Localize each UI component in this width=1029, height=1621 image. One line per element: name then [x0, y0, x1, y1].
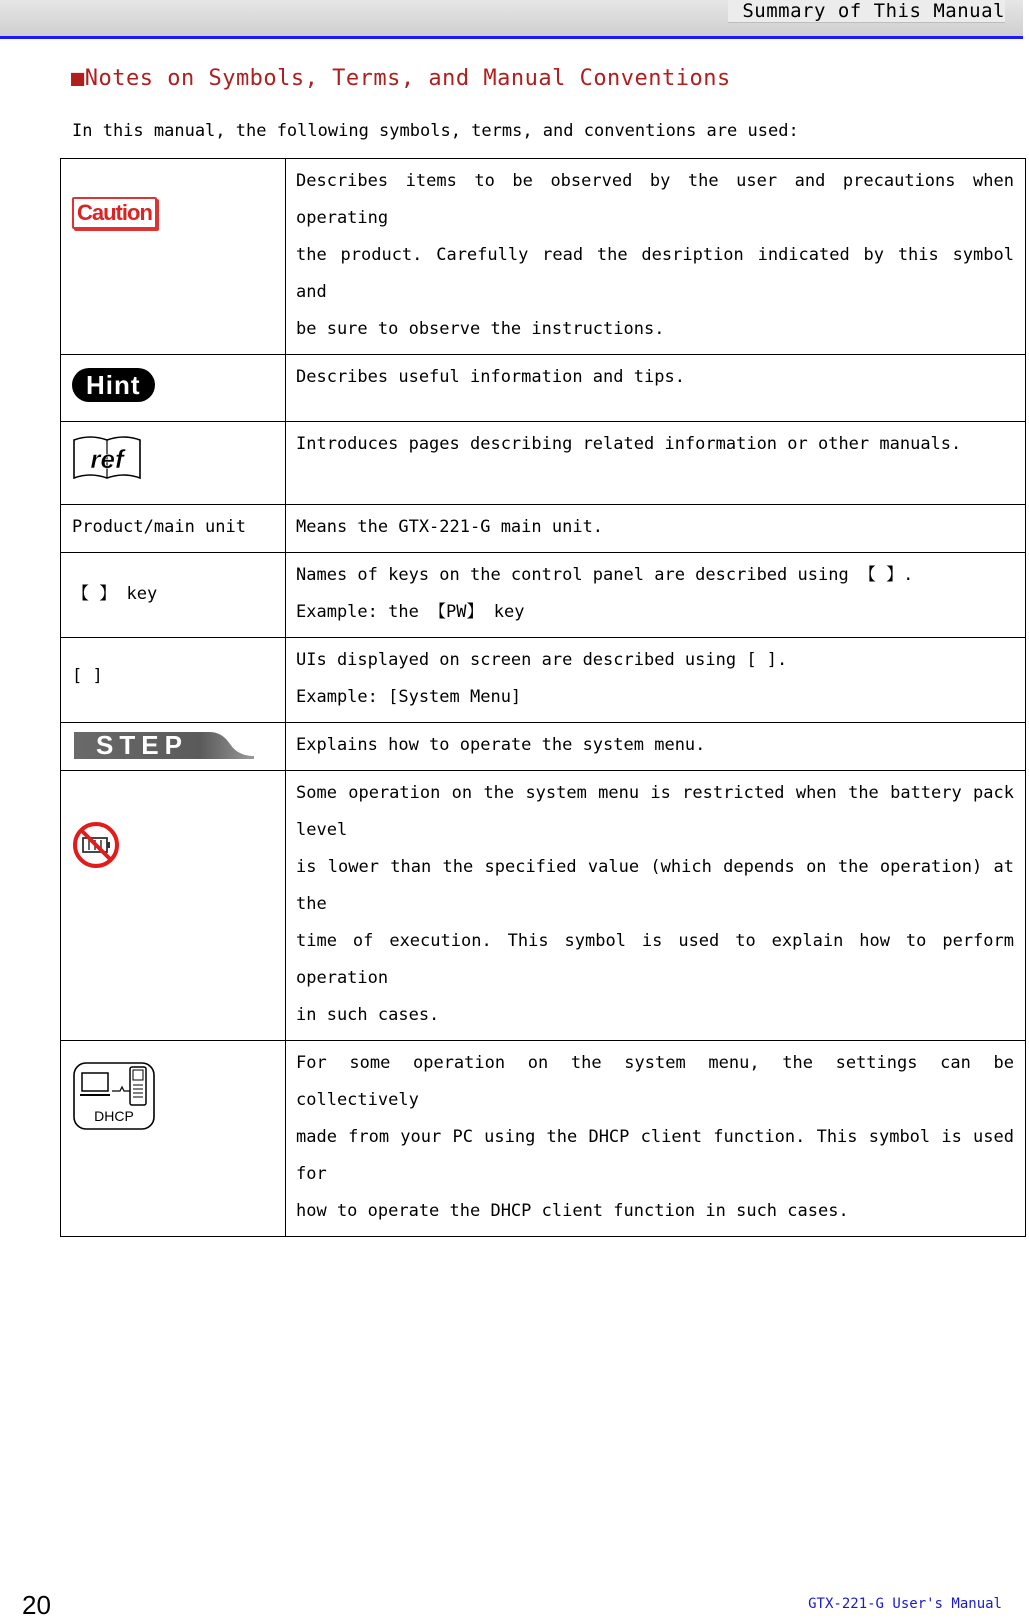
- symbol-cell: [61, 723, 286, 771]
- table-row: [61, 771, 1026, 1041]
- description-cell: [286, 1041, 1026, 1237]
- dhcp-icon: [72, 1061, 156, 1131]
- description-line: For some operation on the system menu, the settings can be collectively: [296, 1053, 1014, 1110]
- symbol-cell: [61, 355, 286, 422]
- table-row: [61, 553, 1026, 638]
- symbol-cell: [61, 159, 286, 355]
- description-line: time of execution. This symbol is used to explain how to perform operation: [296, 931, 1014, 988]
- symbol-cell: [61, 422, 286, 505]
- symbol-term: Product/main unit: [72, 517, 246, 537]
- description-cell: [286, 355, 1026, 422]
- description-cell: [286, 159, 1026, 355]
- description-cell: [286, 422, 1026, 505]
- description-line: in such cases.: [296, 1005, 440, 1025]
- description-line: Names of keys on the control panel are described using 【 】.: [296, 565, 914, 585]
- symbol-cell: [61, 638, 286, 723]
- description-line: Explains how to operate the system menu.: [296, 735, 706, 755]
- step-icon: [72, 728, 256, 762]
- table-row: [61, 1041, 1026, 1237]
- description-line: is lower than the specified value (which depends on the operation) at the: [296, 857, 1014, 914]
- caution-icon: Caution: [72, 197, 157, 229]
- description-line: Means the GTX-221-G main unit.: [296, 517, 604, 537]
- description-line: how to operate the DHCP client function in such cases.: [296, 1201, 849, 1221]
- symbol-cell: [61, 1041, 286, 1237]
- description-line: Example: the 【PW】 key: [296, 602, 525, 622]
- description-cell: [286, 553, 1026, 638]
- description-line: Example: [System Menu]: [296, 687, 522, 707]
- ref-book-icon: [72, 432, 142, 482]
- description-line: Describes useful information and tips.: [296, 367, 685, 387]
- table-row: [61, 422, 1026, 505]
- footer-manual-name: GTX-221-G User's Manual: [808, 1596, 1002, 1612]
- step-label: STEP: [96, 730, 188, 760]
- table-row: [61, 638, 1026, 723]
- description-line: Describes items to be observed by the user and precautions when operating: [296, 171, 1014, 228]
- description-line: Some operation on the system menu is restricted when the battery pack level: [296, 783, 1014, 840]
- ref-label: ref: [90, 444, 124, 474]
- intro-text: In this manual, the following symbols, terms, and conventions are used:: [72, 121, 799, 141]
- description-cell: [286, 505, 1026, 553]
- symbol-cell: [61, 505, 286, 553]
- running-header-title: Summary of This Manual: [728, 0, 1005, 23]
- description-cell: [286, 638, 1026, 723]
- table-row: [61, 723, 1026, 771]
- page-number: 20: [22, 1590, 51, 1620]
- table-row: [61, 505, 1026, 553]
- description-line: Introduces pages describing related information or other manuals.: [296, 434, 962, 454]
- description-line: made from your PC using the DHCP client function. This symbol is used for: [296, 1127, 1014, 1184]
- conventions-table: [60, 158, 1026, 1237]
- description-line: be sure to observe the instructions.: [296, 319, 665, 339]
- dhcp-label: DHCP: [94, 1108, 134, 1124]
- no-battery-icon: [72, 821, 120, 869]
- symbol-term: 【 】 key: [72, 583, 158, 604]
- table-row: [61, 159, 1026, 355]
- symbol-term: [ ]: [72, 666, 103, 686]
- description-line: the product. Carefully read the desription indicated by this symbol and: [296, 245, 1014, 302]
- header-bar: [0, 0, 1023, 39]
- description-line: UIs displayed on screen are described using [ ].: [296, 650, 788, 670]
- symbol-cell: [61, 553, 286, 638]
- section-title: ■Notes on Symbols, Terms, and Manual Conventions: [71, 66, 731, 91]
- description-cell: [286, 771, 1026, 1041]
- table-row: [61, 355, 1026, 422]
- hint-icon: Hint: [72, 368, 155, 402]
- description-cell: [286, 723, 1026, 771]
- symbol-cell: [61, 771, 286, 1041]
